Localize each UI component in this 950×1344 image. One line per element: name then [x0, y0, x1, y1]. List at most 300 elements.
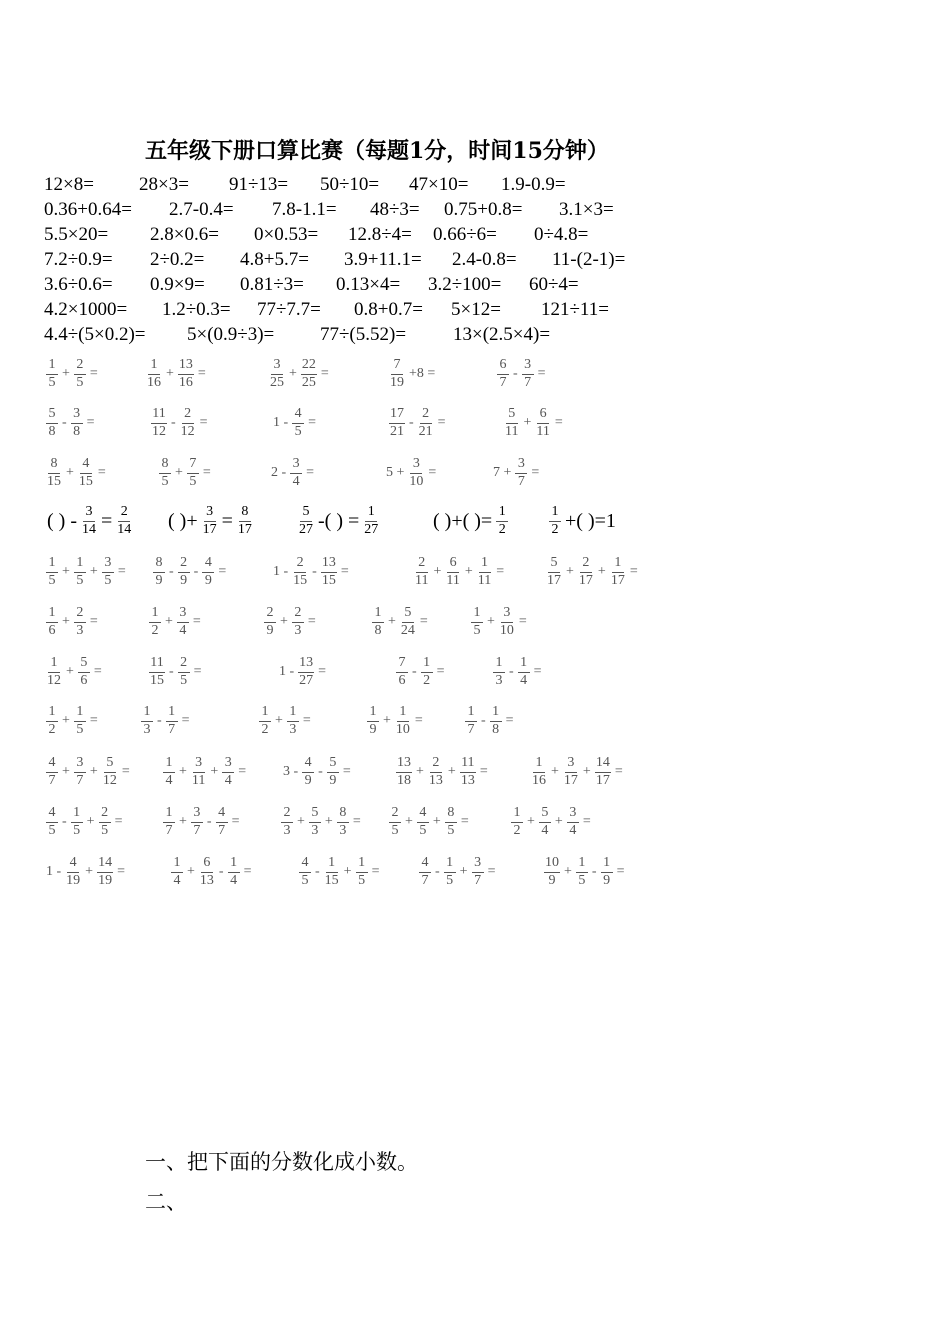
fraction — [363, 505, 379, 537]
numerator: 3 — [515, 457, 527, 474]
fraction-expression — [413, 550, 507, 594]
fraction-expression — [388, 352, 438, 396]
fraction-expression — [395, 750, 491, 794]
denominator: 15 — [150, 672, 164, 688]
denominator: 13 — [460, 772, 475, 788]
numerator: 1 — [259, 705, 271, 722]
numerator: 5 — [78, 656, 90, 673]
denominator: 3 — [289, 721, 297, 737]
operator: - — [318, 764, 323, 779]
numerator: 2 — [182, 407, 194, 424]
operator: = — [117, 564, 126, 579]
denominator: 2 — [261, 721, 269, 737]
operator: + — [383, 713, 391, 728]
numerator: 8 — [337, 806, 349, 823]
numerator: 7 — [396, 656, 408, 673]
fraction — [202, 556, 214, 588]
numerator: 11 — [460, 756, 475, 773]
denominator: 7 — [168, 721, 176, 737]
operator: = — [307, 614, 316, 629]
operator: = — [554, 415, 563, 430]
numerator: 1 — [48, 656, 60, 673]
arithmetic-item: 77÷7.7= — [257, 299, 321, 320]
fraction — [414, 556, 429, 588]
fraction — [578, 556, 594, 588]
numerator: 17 — [389, 407, 405, 424]
operator: = — [614, 764, 623, 779]
fraction — [46, 556, 58, 588]
arithmetic-item: 5×12= — [451, 299, 501, 320]
denominator: 15 — [78, 473, 93, 489]
denominator: 6 — [80, 672, 88, 688]
operator: + — [187, 864, 195, 879]
denominator: 5 — [76, 721, 84, 737]
numerator: 3 — [193, 756, 205, 773]
fraction — [74, 705, 86, 737]
fraction — [74, 556, 86, 588]
fraction-expression — [268, 451, 317, 495]
fraction — [177, 606, 189, 638]
numerator: 1 — [326, 856, 338, 873]
operator: 3 - — [283, 764, 299, 779]
fraction — [46, 656, 62, 688]
denominator: 7 — [499, 374, 507, 390]
fraction — [298, 656, 314, 688]
fraction — [396, 656, 408, 688]
operator: + — [179, 814, 187, 829]
numerator: 1 — [365, 505, 377, 522]
fraction — [178, 556, 190, 588]
denominator: 7 — [517, 473, 525, 489]
numerator: 2 — [178, 656, 190, 673]
numerator: 3 — [565, 756, 577, 773]
fraction-expression — [145, 352, 209, 396]
denominator: 21 — [390, 423, 404, 439]
numerator: 4 — [67, 856, 79, 873]
fraction-expression — [170, 850, 254, 894]
operator: = — [86, 415, 95, 430]
fraction — [302, 756, 314, 788]
operator: + — [66, 465, 74, 480]
arithmetic-item: 121÷11= — [541, 299, 609, 320]
operator: ( )+( )= — [433, 509, 493, 532]
operator: + — [62, 614, 70, 629]
denominator: 2 — [513, 822, 521, 838]
operator: + — [89, 564, 98, 579]
fraction-expression — [44, 499, 133, 543]
numerator: 2 — [74, 358, 86, 375]
numerator: 1 — [149, 606, 161, 623]
fraction — [222, 756, 234, 788]
denominator: 4 — [569, 822, 577, 838]
operator: = — [193, 664, 202, 679]
numerator: 3 — [567, 806, 579, 823]
operator: - — [171, 415, 176, 430]
numerator: 4 — [419, 856, 431, 873]
denominator: 5 — [76, 374, 84, 390]
fraction — [515, 457, 527, 489]
fraction — [159, 457, 171, 489]
numerator: 4 — [299, 856, 311, 873]
numerator: 1 — [228, 856, 240, 873]
operator: = — [496, 564, 505, 579]
fraction — [178, 656, 190, 688]
denominator: 21 — [418, 423, 433, 439]
fraction-expression — [280, 750, 354, 794]
fraction — [187, 457, 199, 489]
operator: + — [85, 864, 94, 879]
numerator: 1 — [287, 705, 299, 722]
numerator: 3 — [410, 457, 422, 474]
fraction-expression — [276, 650, 329, 694]
operator: = — [533, 664, 542, 679]
denominator: 4 — [173, 872, 181, 888]
numerator: 1 — [367, 705, 379, 722]
fraction — [472, 856, 484, 888]
fraction — [71, 407, 83, 439]
denominator: 5 — [446, 872, 454, 888]
denominator: 5 — [419, 822, 427, 838]
fraction-expression — [45, 650, 105, 694]
fraction — [102, 756, 118, 788]
operator: = — [342, 764, 351, 779]
fraction-expression — [45, 800, 125, 844]
fraction — [290, 457, 302, 489]
arithmetic-item: 7.8-1.1= — [272, 199, 337, 220]
arithmetic-item: 1.2÷0.3= — [162, 299, 231, 320]
numerator: 1 — [496, 505, 508, 522]
fraction — [71, 806, 83, 838]
operator: ( )+ — [168, 509, 198, 532]
fraction — [259, 705, 271, 737]
operator: +8 = — [409, 366, 436, 381]
numerator: 10 — [544, 856, 560, 873]
arithmetic-item: 50÷10= — [320, 174, 380, 195]
numerator: 1 — [511, 806, 523, 823]
operator: - — [591, 864, 597, 879]
operator: 1 - — [279, 664, 295, 679]
arithmetic-item: 2.4-0.8= — [452, 249, 517, 270]
operator: - — [315, 864, 320, 879]
numerator: 1 — [166, 705, 178, 722]
fraction-expression — [270, 401, 319, 445]
numerator: 3 — [290, 457, 302, 474]
fraction — [389, 358, 405, 390]
denominator: 5 — [73, 822, 81, 838]
fraction — [497, 358, 509, 390]
operator: + — [280, 614, 288, 629]
operator: + — [89, 764, 98, 779]
arithmetic-item: 4.4÷(5×0.2)= — [44, 324, 146, 345]
fraction — [146, 358, 162, 390]
operator: = — [460, 814, 469, 829]
operator: + — [527, 814, 535, 829]
operator: + — [165, 614, 173, 629]
fraction — [202, 505, 218, 537]
operator: - — [218, 864, 224, 879]
denominator: 19 — [66, 872, 81, 888]
fraction — [149, 606, 161, 638]
denominator: 17 — [563, 772, 578, 788]
fraction — [321, 556, 337, 588]
fraction — [522, 358, 534, 390]
operator: + — [297, 814, 305, 829]
denominator: 8 — [48, 423, 56, 439]
fraction-expression — [148, 600, 204, 644]
numerator: 4 — [46, 756, 58, 773]
fraction-expression — [268, 352, 332, 396]
fraction-expression — [490, 451, 542, 495]
fraction — [46, 457, 62, 489]
operator: = — [414, 713, 423, 728]
denominator: 9 — [603, 872, 611, 888]
numerator: 1 — [46, 606, 58, 623]
numerator: 11 — [151, 407, 166, 424]
fraction — [78, 656, 90, 688]
denominator: 12 — [180, 423, 195, 439]
denominator: 5 — [301, 872, 309, 888]
numerator: 2 — [281, 806, 293, 823]
arithmetic-item: 47×10= — [409, 174, 469, 195]
fraction-expression — [280, 800, 364, 844]
numerator: 8 — [239, 505, 251, 522]
fraction — [324, 856, 340, 888]
denominator: 4 — [230, 872, 238, 888]
numerator: 1 — [576, 856, 588, 873]
arithmetic-item: 0.81÷3= — [240, 274, 304, 295]
operator: = — [505, 713, 514, 728]
numerator: 8 — [159, 457, 171, 474]
fraction — [46, 705, 58, 737]
denominator: 25 — [301, 374, 316, 390]
numerator: 3 — [177, 606, 189, 623]
numerator: 4 — [202, 556, 214, 573]
operator: - — [509, 664, 514, 679]
operator: 1 - — [273, 564, 289, 579]
arithmetic-item: 28×3= — [139, 174, 189, 195]
fraction — [445, 556, 460, 588]
numerator: 2 — [74, 606, 86, 623]
fraction — [102, 556, 114, 588]
numerator: 13 — [321, 556, 337, 573]
numerator: 1 — [421, 656, 433, 673]
fraction — [309, 806, 321, 838]
denominator: 5 — [76, 572, 84, 588]
operator: + — [62, 713, 70, 728]
operator: = — [202, 465, 211, 480]
numerator: 2 — [118, 505, 130, 522]
fraction — [396, 756, 412, 788]
arithmetic-item: 2÷0.2= — [150, 249, 205, 270]
fraction-expression — [548, 499, 619, 543]
operator: = — [218, 564, 227, 579]
operator: + — [554, 814, 563, 829]
fraction — [444, 856, 456, 888]
denominator: 5 — [447, 822, 455, 838]
denominator: 10 — [409, 473, 424, 489]
numerator: 1 — [549, 505, 561, 522]
denominator: 2 — [551, 521, 559, 537]
numerator: 2 — [416, 556, 428, 573]
fraction-expression — [503, 401, 566, 445]
fraction-expression — [45, 699, 101, 743]
numerator: 1 — [141, 705, 153, 722]
operator: - — [62, 415, 67, 430]
fraction-expression — [395, 650, 448, 694]
numerator: 2 — [99, 806, 111, 823]
fraction — [141, 705, 153, 737]
denominator: 2 — [48, 721, 56, 737]
numerator: 6 — [447, 556, 459, 573]
operator: - — [481, 713, 486, 728]
fraction-expression — [150, 401, 211, 445]
operator: + — [166, 366, 174, 381]
operator: + — [416, 764, 424, 779]
operator: - — [193, 564, 199, 579]
fraction — [395, 705, 411, 737]
fraction-expression — [162, 750, 249, 794]
fraction — [356, 856, 368, 888]
fraction — [567, 806, 579, 838]
operator: = — [100, 509, 113, 532]
numerator: 7 — [391, 358, 403, 375]
operator: = — [582, 814, 591, 829]
numerator: 1 — [601, 856, 613, 873]
operator: - — [157, 713, 162, 728]
operator: = — [419, 614, 428, 629]
numerator: 5 — [300, 505, 312, 522]
fraction-expression — [366, 699, 426, 743]
numerator: 1 — [479, 556, 491, 573]
arithmetic-item: 4.8+5.7= — [240, 249, 309, 270]
operator: + — [597, 564, 606, 579]
denominator: 7 — [467, 721, 475, 737]
fraction — [539, 806, 551, 838]
operator: 1 - — [46, 864, 62, 879]
denominator: 5 — [391, 822, 399, 838]
denominator: 4 — [520, 672, 528, 688]
operator: = — [537, 366, 546, 381]
operator: = — [192, 614, 201, 629]
operator: = — [199, 415, 208, 430]
operator: = — [352, 814, 361, 829]
denominator: 5 — [161, 473, 169, 489]
numerator: 13 — [298, 656, 314, 673]
fraction — [46, 358, 58, 390]
operator: = — [197, 366, 206, 381]
operator: = — [320, 366, 329, 381]
numerator: 3 — [71, 407, 83, 424]
operator: = — [121, 764, 130, 779]
fraction-expression — [158, 451, 214, 495]
denominator: 16 — [147, 374, 161, 390]
fraction — [149, 656, 165, 688]
numerator: 4 — [302, 756, 314, 773]
numerator: 1 — [533, 756, 545, 773]
numerator: 7 — [187, 457, 199, 474]
arithmetic-item: 0.36+0.64= — [44, 199, 132, 220]
fraction — [400, 606, 416, 638]
operator: - — [169, 564, 174, 579]
denominator: 27 — [364, 521, 379, 537]
numerator: 3 — [83, 505, 95, 522]
operator: + — [464, 564, 473, 579]
operator: + — [487, 614, 495, 629]
fraction-expression — [45, 600, 101, 644]
numerator: 6 — [201, 856, 213, 873]
arithmetic-item: 60÷4= — [529, 274, 579, 295]
fraction — [549, 505, 561, 537]
operator: = — [437, 415, 446, 430]
numerator: 1 — [493, 656, 505, 673]
numerator: 6 — [537, 407, 549, 424]
fraction — [389, 806, 401, 838]
numerator: 14 — [97, 856, 113, 873]
denominator: 4 — [179, 622, 187, 638]
denominator: 11 — [505, 423, 519, 439]
denominator: 11 — [415, 572, 429, 588]
numerator: 5 — [548, 556, 560, 573]
operator: = — [243, 864, 252, 879]
numerator: 2 — [420, 407, 432, 424]
operator: + — [433, 564, 442, 579]
operator: + — [551, 764, 559, 779]
fraction-expression — [263, 600, 319, 644]
arithmetic-item: 3.1×3= — [559, 199, 614, 220]
operator: - — [62, 814, 67, 829]
fraction-expression — [162, 800, 242, 844]
denominator: 17 — [202, 521, 217, 537]
fraction — [445, 806, 457, 838]
fraction-expression — [165, 499, 254, 543]
fraction-expression — [298, 850, 382, 894]
operator: = — [308, 415, 317, 430]
fraction — [595, 756, 611, 788]
numerator: 3 — [472, 856, 484, 873]
denominator: 5 — [294, 423, 302, 439]
numerator: 1 — [163, 756, 175, 773]
fraction-expression — [510, 800, 594, 844]
numerator: 1 — [71, 806, 83, 823]
operator: = — [531, 465, 540, 480]
section-two-heading: 二、 — [145, 1190, 187, 1214]
denominator: 17 — [578, 572, 593, 588]
fraction-expression — [496, 352, 549, 396]
numerator: 2 — [178, 556, 190, 573]
arithmetic-item: 3.6÷0.6= — [44, 274, 113, 295]
fraction — [460, 756, 476, 788]
fraction — [417, 806, 429, 838]
denominator: 11 — [446, 572, 460, 588]
numerator: 1 — [612, 556, 624, 573]
numerator: 1 — [372, 606, 384, 623]
denominator: 7 — [474, 872, 482, 888]
denominator: 27 — [299, 521, 313, 537]
fraction — [163, 756, 175, 788]
denominator: 9 — [304, 772, 312, 788]
operator: + — [324, 814, 333, 829]
fraction — [269, 358, 285, 390]
operator: = — [428, 465, 437, 480]
operator: + — [62, 366, 70, 381]
operator: = — [114, 814, 123, 829]
denominator: 16 — [532, 772, 546, 788]
arithmetic-item: 1.9-0.9= — [501, 174, 566, 195]
arithmetic-item: 13×(2.5×4)= — [453, 324, 551, 345]
arithmetic-item: 12.8÷4= — [348, 224, 412, 245]
operator: - — [206, 814, 212, 829]
denominator: 2 — [498, 521, 506, 537]
